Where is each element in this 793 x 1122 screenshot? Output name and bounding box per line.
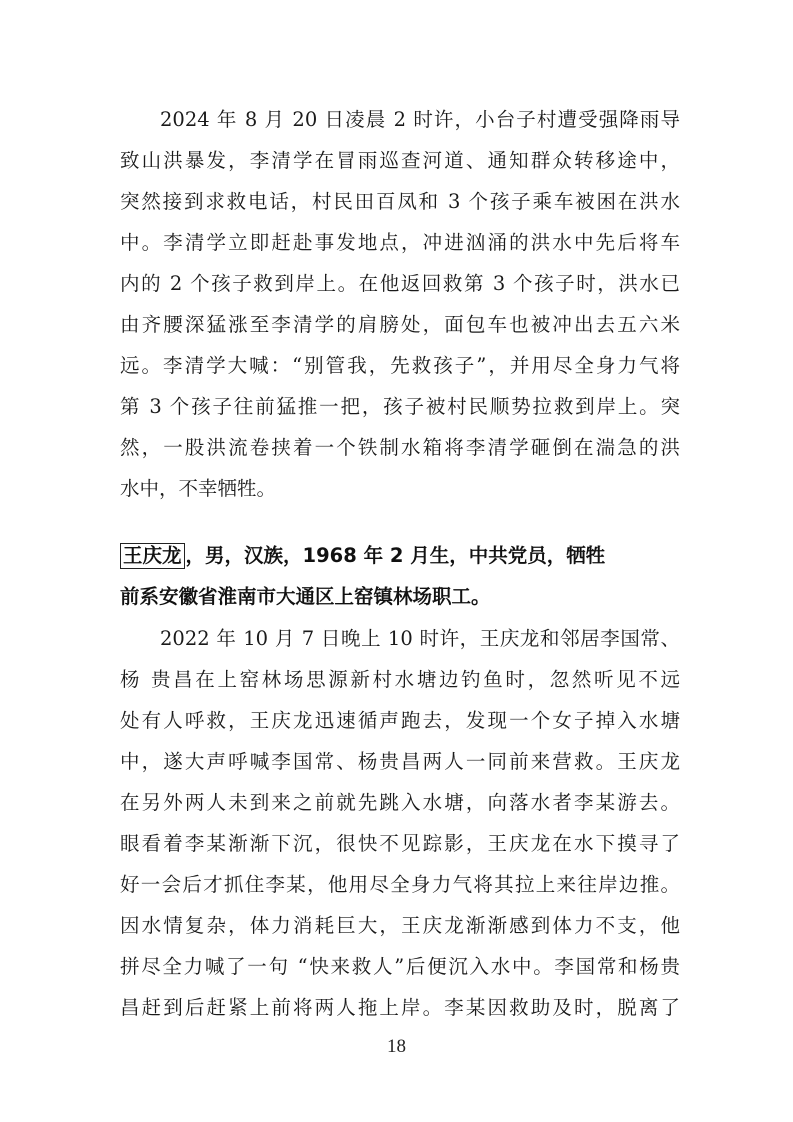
paragraph-line: 在另外两人未到来之前就先跳入水塘，向落水者李某游去。 [120, 791, 680, 814]
paragraph-line: 致山洪暴发，李清学在冒雨巡查河道、通知群众转移途中， [120, 149, 680, 172]
paragraph-line: 2024 年 8 月 20 日凌晨 2 时许，小台子村遭受强降雨导 [160, 108, 680, 131]
paragraph-line: 内的 2 个孩子救到岸上。在他返回救第 3 个孩子时，洪水已 [120, 272, 680, 295]
person-heading-rest: ，男，汉族，1968 年 2 月生，中共党员，牺牲 [185, 544, 606, 567]
person-name: 王庆龙 [120, 543, 185, 569]
paragraph-line: 由齐腰深猛涨至李清学的肩膀处，面包车也被冲出去五六米 [120, 313, 680, 336]
paragraph-line: 远。李清学大喊：“别管我，先救孩子”，并用尽全身力气将 [120, 354, 680, 377]
paragraph-line: 拼尽全力喊了一句 “快来救人”后便沉入水中。李国常和杨贵 [120, 955, 680, 978]
paragraph-line: 中，遂大声呼喊李国常、杨贵昌两人一同前来营救。王庆龙 [120, 750, 680, 773]
paragraph-line: 因水情复杂，体力消耗巨大，王庆龙渐渐感到体力不支，他 [120, 914, 680, 937]
paragraph-line: 杨 贵昌在上窑林场思源新村水塘边钓鱼时，忽然听见不远 [120, 668, 680, 691]
paragraph-line: 突然接到求救电话，村民田百凤和 3 个孩子乘车被困在洪水 [120, 190, 680, 213]
paragraph-line: 好一会后才抓住李某，他用尽全身力气将其拉上来往岸边推。 [120, 873, 680, 896]
person-heading-line2: 前系安徽省淮南市大通区上窑镇林场职工。 [120, 585, 491, 608]
paragraph-line: 然，一股洪流卷挟着一个铁制水箱将李清学砸倒在湍急的洪 [120, 436, 680, 459]
paragraph-line: 中。李清学立即赶赴事发地点，冲进汹涌的洪水中先后将车 [120, 231, 680, 254]
paragraph-line: 2022 年 10 月 7 日晚上 10 时许，王庆龙和邻居李国常、 [160, 627, 680, 650]
paragraph-line: 眼看着李某渐渐下沉，很快不见踪影，王庆龙在水下摸寻了 [120, 832, 680, 855]
paragraph-line: 昌赶到后赶紧上前将两人拖上岸。李某因救助及时，脱离了 [120, 996, 680, 1019]
page-number: 18 [387, 1036, 406, 1057]
person-heading [120, 543, 605, 569]
paragraph-line: 第 3 个孩子往前猛推一把，孩子被村民顺势拉救到岸上。突 [120, 395, 680, 418]
paragraph-line: 处有人呼救，王庆龙迅速循声跑去，发现一个女子掉入水塘 [120, 709, 680, 732]
paragraph-line: 水中，不幸牺牲。 [120, 477, 277, 500]
